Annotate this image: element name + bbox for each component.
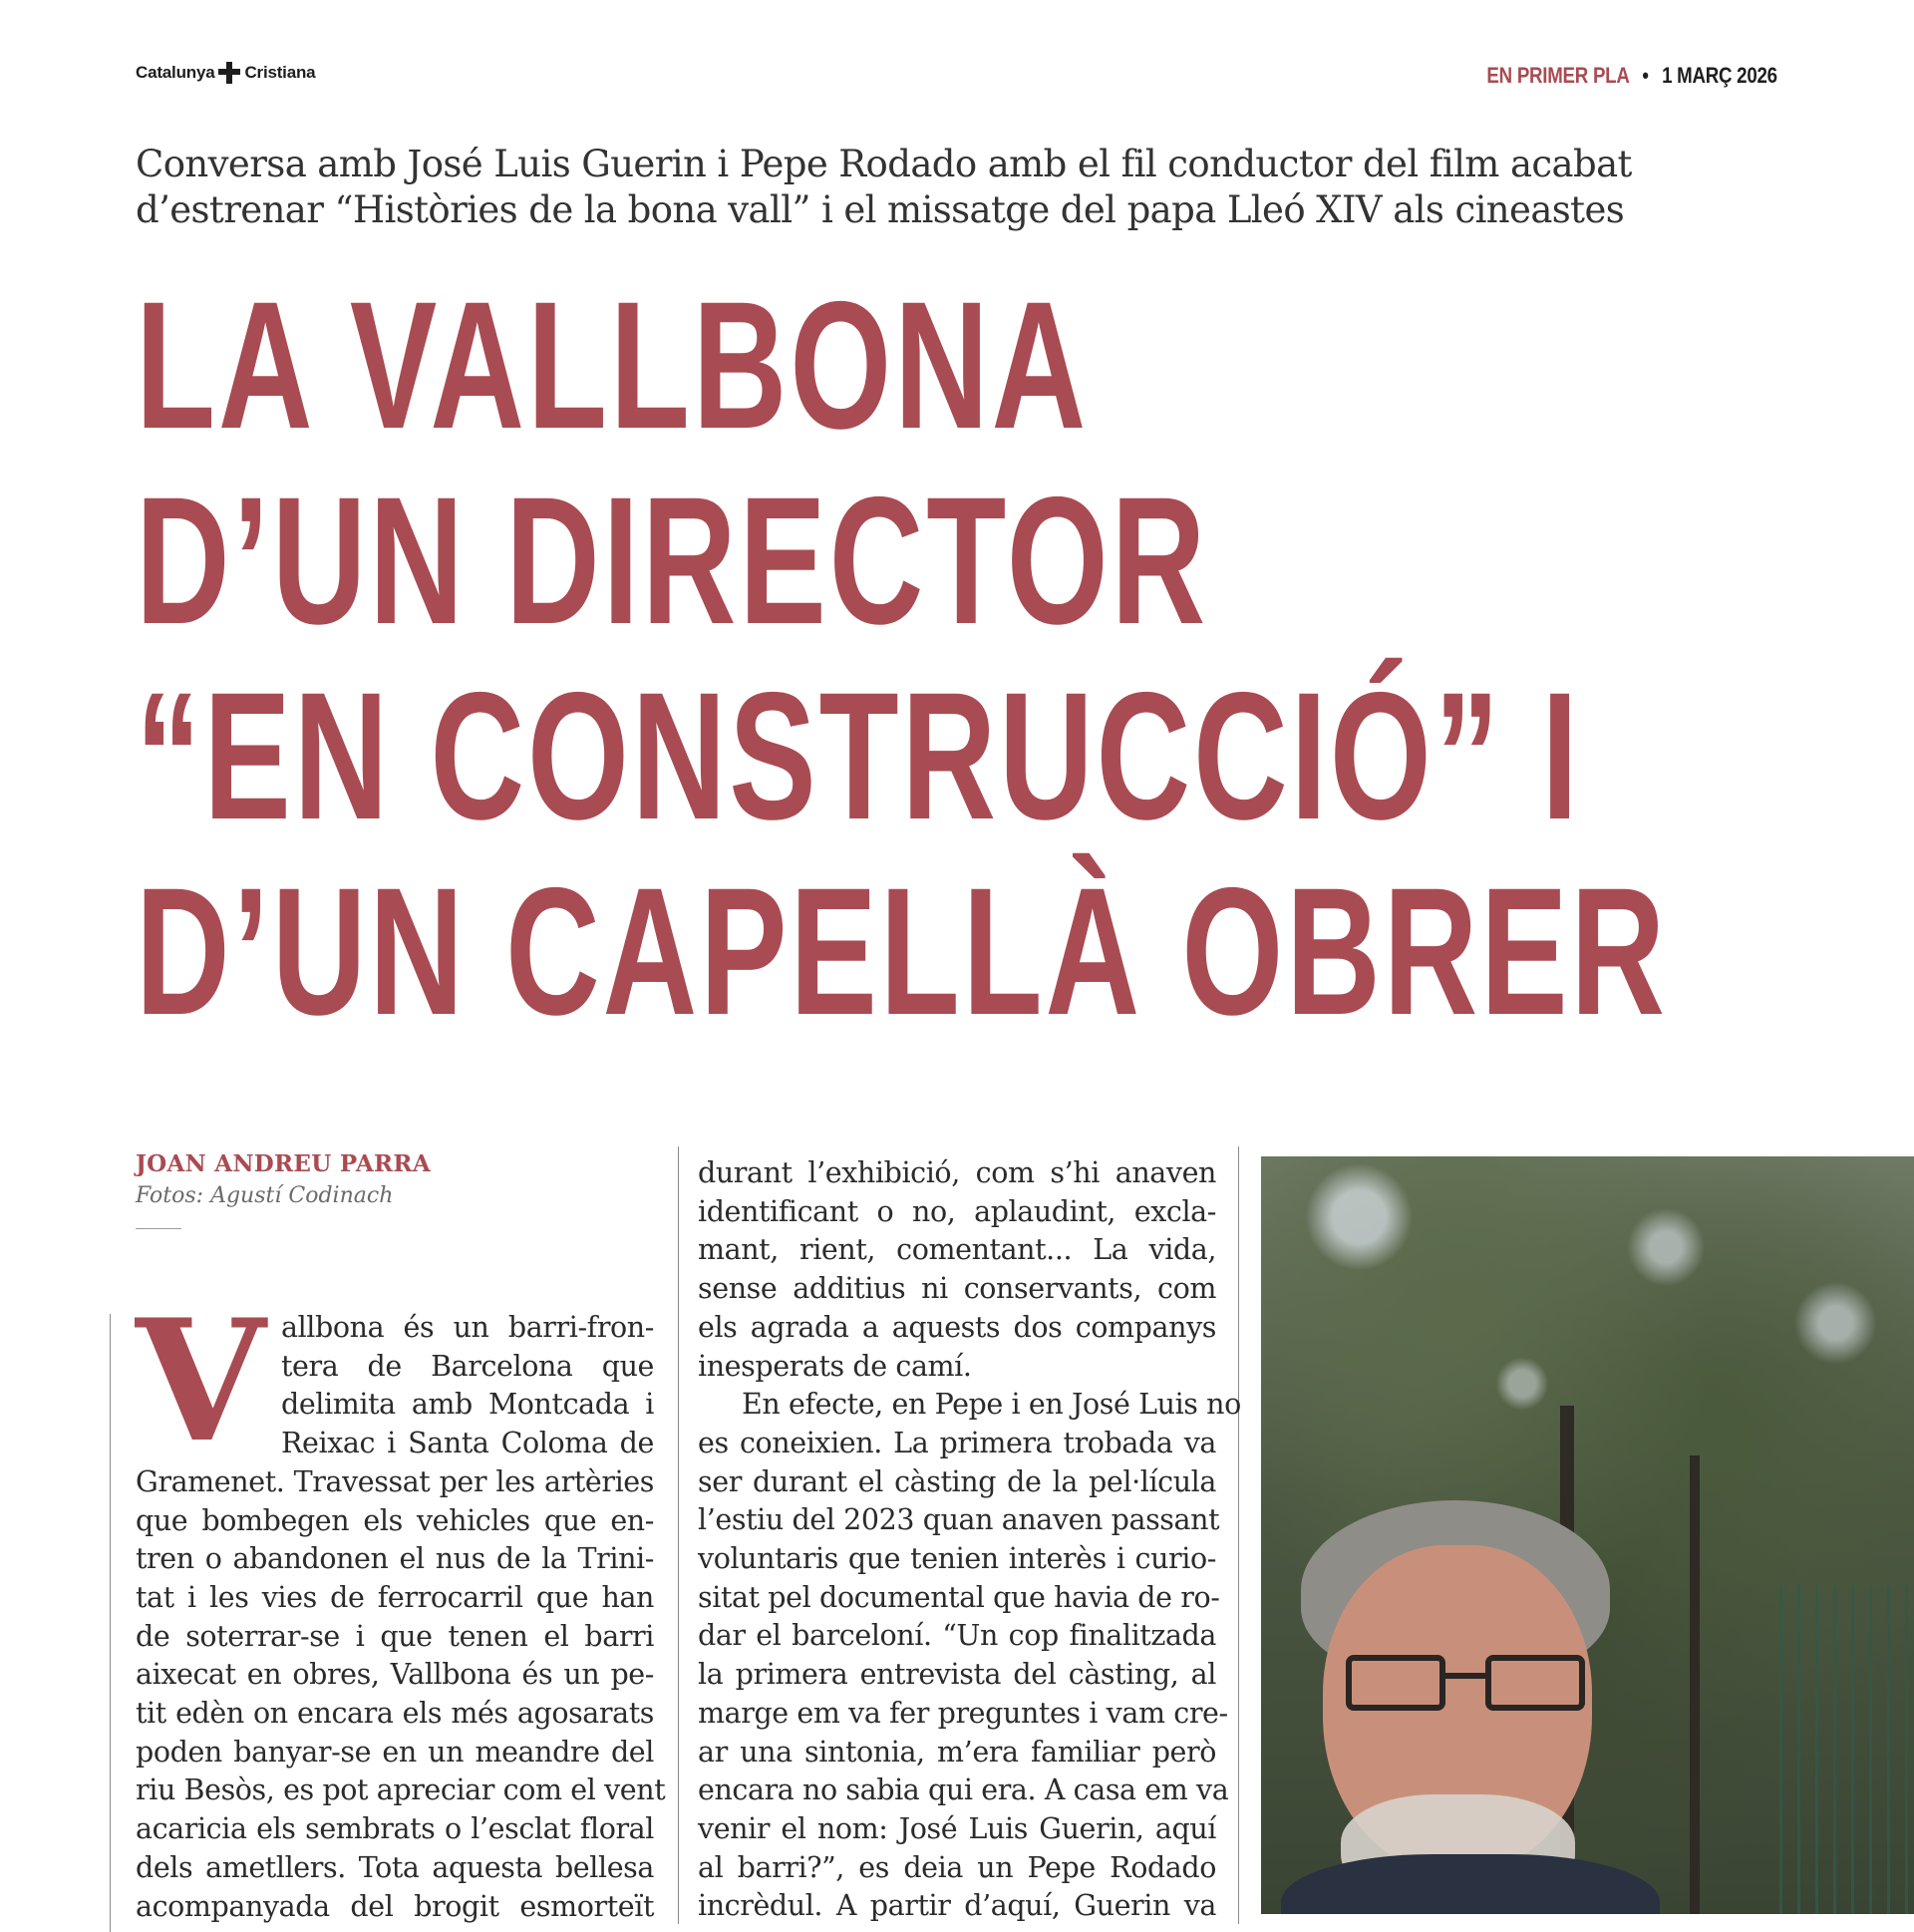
headline-line: “EN CONSTRUCCIÓ” I bbox=[136, 654, 1581, 857]
text-line: sitat pel documental que havia de ro- bbox=[698, 1580, 1220, 1614]
text-line: acaricia els sembrats o l’esclat floral bbox=[136, 1812, 654, 1846]
article-headline bbox=[136, 263, 1668, 1053]
text-line: dels ametllers. Tota aquesta bellesa bbox=[136, 1850, 654, 1884]
column-rule bbox=[1238, 1146, 1239, 1924]
author-name: JOAN ANDREU PARRA bbox=[136, 1150, 431, 1177]
text-line: poden banyar-se en un meandre del bbox=[136, 1735, 654, 1769]
section-label: EN PRIMER PLA bbox=[1486, 63, 1630, 88]
text-line: marge em va fer preguntes i vam cre- bbox=[698, 1696, 1228, 1730]
column-rule bbox=[678, 1146, 679, 1924]
text-line: tren o abandonen el nus de la Trini- bbox=[136, 1542, 654, 1576]
text-line: al barri?”, es deia un Pepe Rodado bbox=[698, 1850, 1216, 1884]
glasses-icon bbox=[1346, 1655, 1590, 1715]
text-line: l’estiu del 2023 quan anaven passant bbox=[698, 1503, 1220, 1537]
photo-credit: Fotos: Agustí Codinach bbox=[136, 1183, 394, 1208]
text-line: riu Besòs, es pot apreciar com el vent bbox=[136, 1773, 666, 1807]
headline-line: D’UN DIRECTOR bbox=[136, 459, 1209, 662]
text-line: tit edèn on encara els més agosarats bbox=[136, 1697, 654, 1731]
cross-icon bbox=[218, 62, 240, 84]
text-line: aixecat en obres, Vallbona és un pe- bbox=[136, 1658, 654, 1692]
text-line: encara no sabia qui era. A casa em va bbox=[698, 1773, 1229, 1807]
text-line: es coneixien. La primera trobada va bbox=[698, 1426, 1216, 1459]
text-line: inesperats de camí. bbox=[698, 1349, 972, 1383]
photo-fence bbox=[1779, 1585, 1914, 1914]
text-line: mant, rient, comentant... La vida, bbox=[698, 1233, 1216, 1267]
subtitle-line: Conversa amb José Luis Guerin i Pepe Rodado amb el fil conductor del film acabat bbox=[136, 143, 1632, 185]
text-line: ar una sintonia, m’era familiar però bbox=[698, 1735, 1216, 1769]
article-photo bbox=[1261, 1156, 1914, 1914]
text-line: Gramenet. Travessat per les artèries bbox=[136, 1464, 654, 1498]
text-line: voluntaris que tenien interès i curio- bbox=[698, 1542, 1216, 1576]
tree-trunk bbox=[1690, 1455, 1700, 1914]
section-date bbox=[1487, 63, 1777, 89]
issue-date: 1 MARÇ 2026 bbox=[1662, 63, 1777, 88]
text-line: En efecte, en Pepe i en José Luis no bbox=[742, 1388, 1241, 1422]
subtitle-line: d’estrenar “Històries de la bona vall” i el missatge del papa Lleó XIV als cineastes bbox=[136, 188, 1625, 231]
byline-rule bbox=[136, 1228, 181, 1229]
headline-line: LA VALLBONA bbox=[136, 263, 1090, 467]
text-line: identificant o no, aplaudint, excla- bbox=[698, 1194, 1216, 1228]
drop-cap: V bbox=[136, 1282, 266, 1479]
text-line: delimita amb Montcada i bbox=[281, 1388, 654, 1422]
headline-line: D’UN CAPELLÀ OBRER bbox=[136, 849, 1668, 1053]
article-subtitle bbox=[136, 142, 1830, 233]
text-line: ser durant el càsting de la pel·lícula bbox=[698, 1464, 1216, 1498]
article-column-left bbox=[136, 1309, 666, 1926]
text-line: incrèdul. A partir d’aquí, Guerin va bbox=[698, 1889, 1216, 1923]
masthead-left: Catalunya bbox=[136, 63, 215, 82]
text-line: allbona és un barri-fron- bbox=[281, 1311, 654, 1344]
text-line: durant l’exhibició, com s’hi anaven bbox=[698, 1156, 1216, 1189]
text-line: tera de Barcelona que bbox=[281, 1349, 654, 1383]
text-line: dar el barceloní. “Un cop finalitzada bbox=[698, 1619, 1216, 1653]
text-line: acompanyada del brogit esmorteït bbox=[136, 1889, 654, 1923]
text-line: Reixac i Santa Coloma de bbox=[281, 1427, 654, 1460]
text-line: venir el nom: José Luis Guerin, aquí bbox=[698, 1811, 1216, 1845]
column-rule bbox=[110, 1314, 111, 1932]
text-line: sense additius ni conservants, com bbox=[698, 1272, 1216, 1306]
text-line: que bombegen els vehicles que en- bbox=[136, 1503, 654, 1537]
text-line: la primera entrevista del càsting, al bbox=[698, 1658, 1216, 1692]
text-line: tat i les vies de ferrocarril que han bbox=[136, 1580, 654, 1614]
text-line: de soterrar-se i que tenen el barri bbox=[136, 1619, 654, 1653]
byline bbox=[136, 1150, 431, 1229]
masthead-right: Cristiana bbox=[244, 63, 316, 82]
text-line: els agrada a aquests dos companys bbox=[698, 1310, 1216, 1344]
separator-dot: • bbox=[1642, 63, 1649, 88]
article-column-middle bbox=[698, 1154, 1241, 1926]
masthead-logo bbox=[136, 62, 315, 84]
